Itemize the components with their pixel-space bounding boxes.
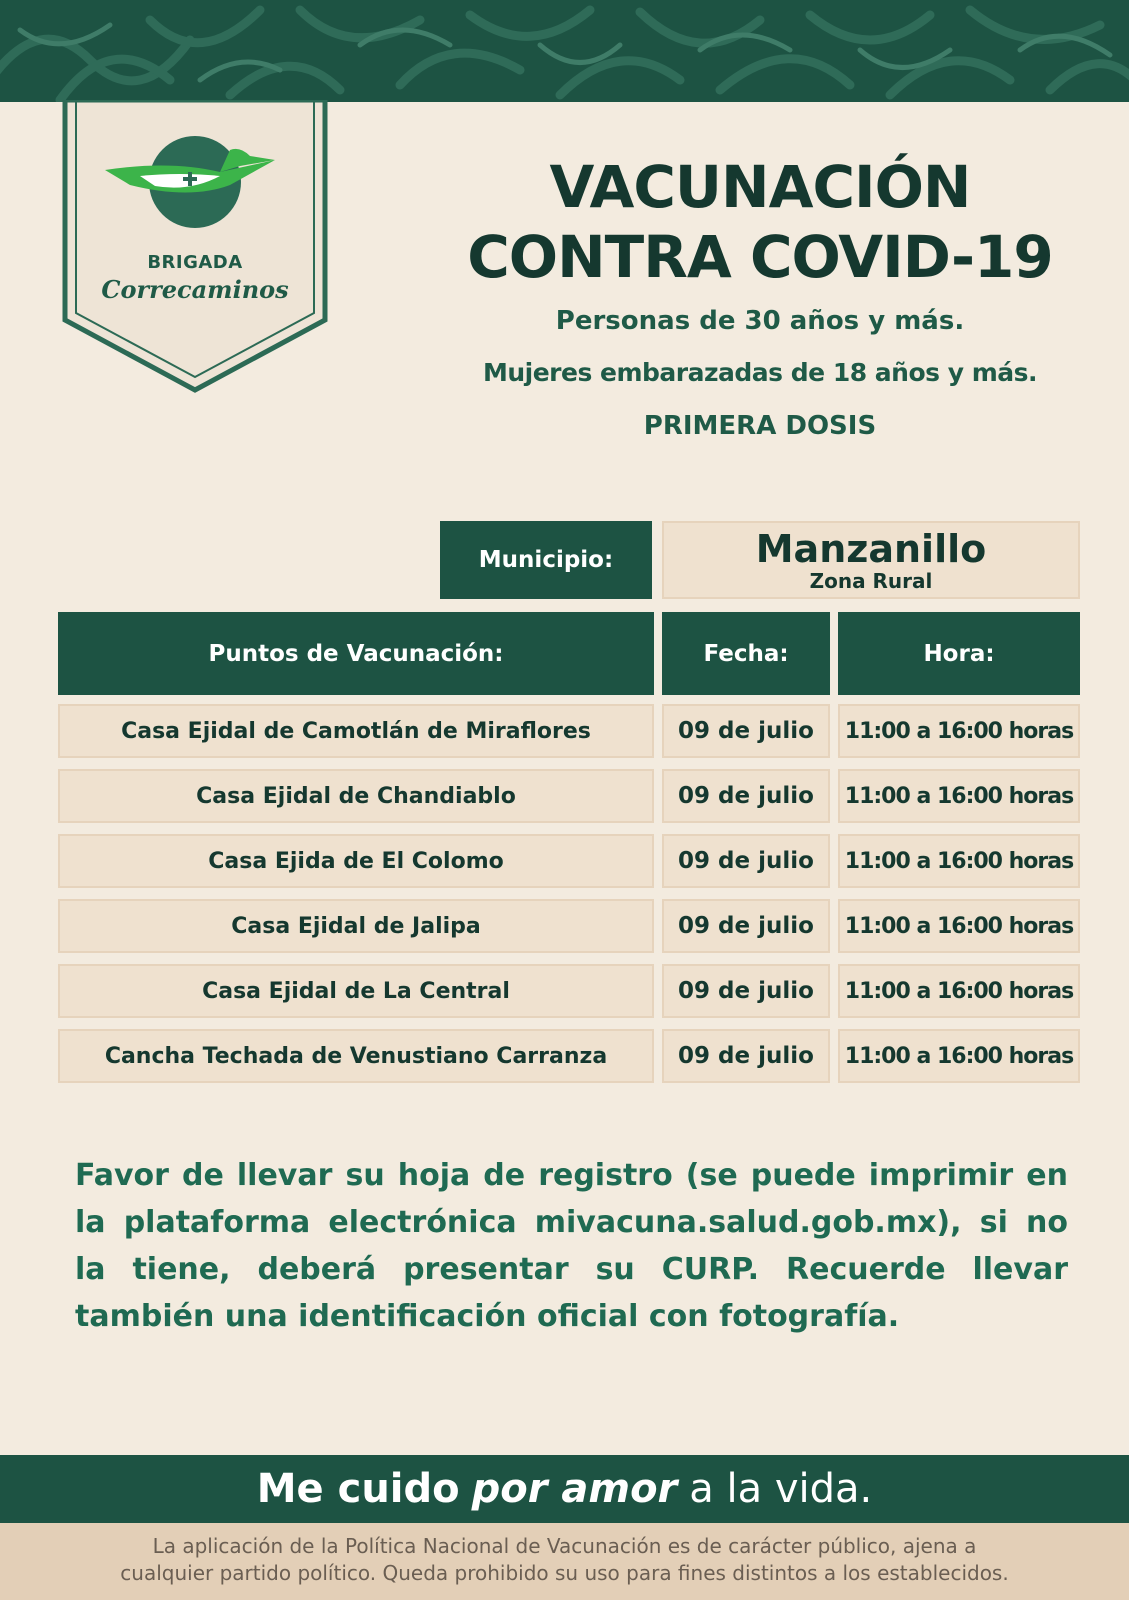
municipio-zone: Zona Rural	[809, 569, 933, 593]
subtitle-age-group: Personas de 30 años y más.	[555, 306, 965, 336]
place-cell: Casa Ejidal de Camotlán de Miraflores	[58, 704, 654, 758]
page-title	[420, 152, 1100, 292]
subtitle-dose: PRIMERA DOSIS	[643, 411, 877, 441]
registration-notice: Favor de llevar su hoja de registro (se puede imprimir en la plataforma electrónica mivacuna.salud.gob.mx), si no la tiene, deberá presentar su CURP. Recuerde llevar también una identificación oficial con fotografía.	[75, 1158, 1068, 1334]
time-cell: 11:00 a 16:00 horas	[838, 964, 1080, 1018]
header-time: Hora:	[838, 612, 1080, 695]
roadrunner-logo-icon	[100, 130, 290, 230]
header-places: Puntos de Vacunación:	[58, 612, 654, 695]
title-line-1: VACUNACIÓN	[549, 153, 971, 221]
disclaimer-line-2: cualquier partido político. Queda prohibido su uso para fines distintos a los establecidos.	[120, 1561, 1009, 1585]
brand-line-1: BRIGADA	[147, 252, 243, 273]
municipio-label: Municipio:	[440, 521, 652, 599]
slogan-part-2: por amor	[471, 1466, 678, 1512]
subtitle-pregnant-women: Mujeres embarazadas de 18 años y más.	[482, 358, 1038, 387]
date-cell: 09 de julio	[662, 964, 830, 1018]
place-cell: Cancha Techada de Venustiano Carranza	[58, 1029, 654, 1083]
disclaimer-line-1: La aplicación de la Política Nacional de Vacunación es de carácter público, ajena a	[152, 1534, 977, 1558]
date-cell: 09 de julio	[662, 899, 830, 953]
title-line-2: CONTRA COVID-19	[467, 223, 1053, 291]
date-cell: 09 de julio	[662, 1029, 830, 1083]
date-cell: 09 de julio	[662, 769, 830, 823]
brigada-badge	[60, 100, 330, 400]
time-cell: 11:00 a 16:00 horas	[838, 834, 1080, 888]
date-cell: 09 de julio	[662, 834, 830, 888]
slogan-banner	[0, 1455, 1129, 1523]
place-cell: Casa Ejidal de La Central	[58, 964, 654, 1018]
time-cell: 11:00 a 16:00 horas	[838, 1029, 1080, 1083]
municipio-name: Manzanillo	[755, 527, 987, 571]
date-cell: 09 de julio	[662, 704, 830, 758]
time-cell: 11:00 a 16:00 horas	[838, 899, 1080, 953]
decorative-header-pattern	[0, 0, 1129, 102]
place-cell: Casa Ejidal de Chandiablo	[58, 769, 654, 823]
slogan-part-3: a la vida.	[689, 1466, 873, 1512]
time-cell: 11:00 a 16:00 horas	[838, 704, 1080, 758]
legal-disclaimer	[0, 1523, 1129, 1600]
time-cell: 11:00 a 16:00 horas	[838, 769, 1080, 823]
header-date: Fecha:	[662, 612, 830, 695]
municipio-value	[662, 521, 1080, 599]
place-cell: Casa Ejidal de Jalipa	[58, 899, 654, 953]
brand-line-2: Correcaminos	[101, 275, 289, 304]
slogan-part-1: Me cuido	[256, 1466, 460, 1512]
place-cell: Casa Ejida de El Colomo	[58, 834, 654, 888]
